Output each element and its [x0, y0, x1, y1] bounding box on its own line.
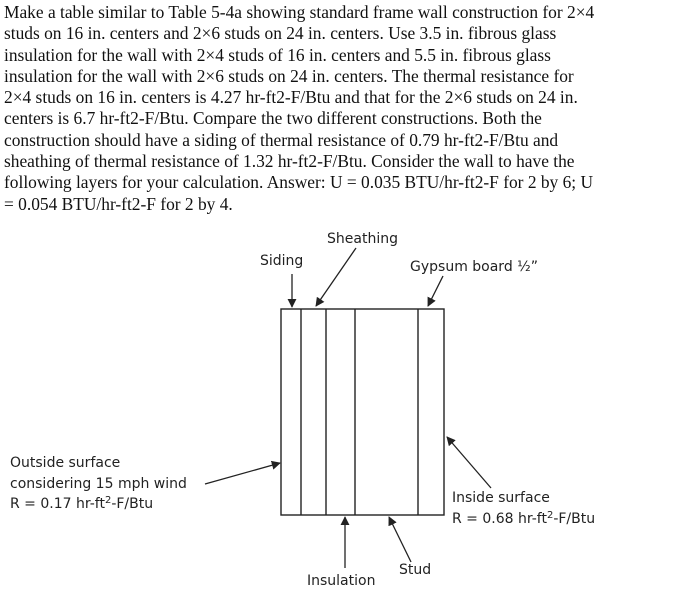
problem-line: 2×4 studs on 16 in. centers is 4.27 hr-ft2-F/Btu and that for the 2×6 studs on 24 in.: [4, 87, 578, 108]
problem-line: = 0.054 BTU/hr-ft2-F for 2 by 4.: [4, 193, 233, 214]
insulation-label: Insulation: [307, 573, 376, 589]
problem-line: insulation for the wall with 2×4 studs of 16 in. centers and 5.5 in. fibrous glass: [4, 44, 551, 65]
problem-line: insulation for the wall with 2×6 studs on 24 in. centers. The thermal resistance for: [4, 65, 574, 86]
gypsum-board-label: Gypsum board ½”: [410, 259, 538, 275]
problem-line: Make a table similar to Table 5-4a showing standard frame wall construction for 2×4: [4, 2, 595, 22]
sheathing-label: Sheathing: [327, 231, 398, 247]
gypsum-arrow: [428, 276, 443, 306]
problem-line: following layers for your calculation. Answer: U = 0.035 BTU/hr-ft2-F for 2 by 6; U: [4, 172, 594, 193]
outside-surface-r-value: R = 0.17 $hr-ft^2-F$/Btu: [10, 495, 154, 512]
outside-surface-condition: considering 15 mph wind: [10, 476, 187, 492]
siding-label: Siding: [260, 253, 304, 269]
inside-surface-arrow: [447, 437, 491, 488]
inside-surface-label: Inside surface: [452, 490, 550, 506]
sheathing-arrow: [316, 248, 356, 306]
problem-line: studs on 16 in. centers and 2×6 studs on 24 in. centers. Use 3.5 in. fibrous glass: [4, 23, 557, 44]
stud-arrow: [389, 517, 411, 562]
problem-line: centers is 6.7 hr-ft2-F/Btu. Compare the two different constructions. Both the: [4, 108, 542, 129]
problem-line: sheathing of thermal resistance of 1.32 hr-ft2-F/Btu. Consider the wall to have the: [4, 151, 575, 172]
wall-outline: [281, 309, 444, 515]
wall-section: [281, 309, 444, 515]
outside-surface-arrow: [205, 463, 280, 484]
problem-line: construction should have a siding of thermal resistance of 0.79 hr-ft2-F/Btu and: [4, 129, 559, 150]
outside-surface-label: Outside surface: [10, 455, 121, 471]
stud-label: Stud: [399, 562, 432, 578]
inside-surface-r-value: R = 0.68 $hr-ft^2-F$/Btu: [452, 510, 596, 527]
